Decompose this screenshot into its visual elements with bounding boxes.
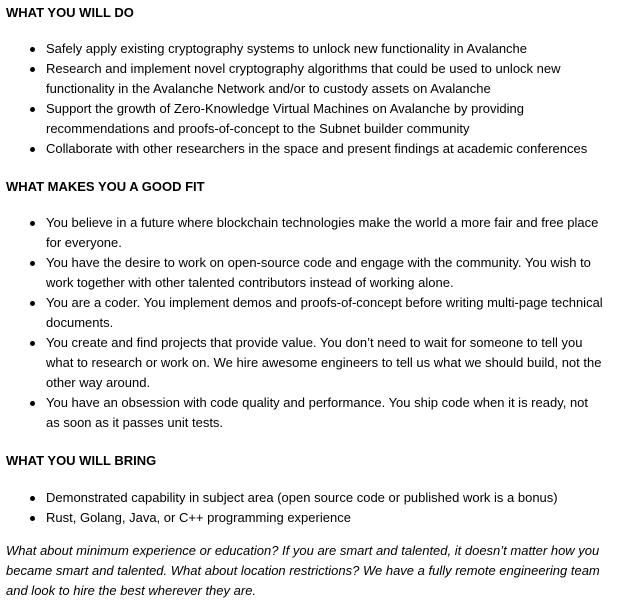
bullet-icon	[30, 301, 35, 306]
bullet-icon	[30, 221, 35, 226]
bullet-icon	[30, 496, 35, 501]
list-what-makes-you-a-good-fit	[0, 213, 619, 433]
bullet-icon	[30, 107, 35, 112]
list-what-you-will-bring	[0, 488, 619, 528]
closing-paragraph: What about minimum experience or education? If you are smart and talented, it doesn’t matter how you became smart and talented. What about location restrictions? We have a fully remote engineering team and look to hire the best wherever they are.	[6, 543, 600, 598]
bullet-icon	[30, 47, 35, 52]
list-item: Collaborate with other researchers in the space and present findings at academic conferences	[0, 139, 619, 159]
list-item: Research and implement novel cryptography algorithms that could be used to unlock new functionality in the Avalanche Network and/or to custody assets on Avalanche	[0, 59, 619, 99]
section-heading-what-makes-you-a-good-fit: WHAT MAKES YOU A GOOD FIT	[6, 179, 205, 194]
list-item: You create and find projects that provide value. You don’t need to wait for someone to tell you what to research or work on. We hire awesome engineers to tell us what we should build, not the other way around.	[0, 333, 619, 393]
list-item: Safely apply existing cryptography systems to unlock new functionality in Avalanche	[0, 39, 619, 59]
list-item: You are a coder. You implement demos and proofs-of-concept before writing multi-page technical documents.	[0, 293, 619, 333]
list-what-you-will-do	[0, 39, 619, 159]
bullet-icon	[30, 147, 35, 152]
bullet-icon	[30, 516, 35, 521]
section-heading-what-you-will-bring: WHAT YOU WILL BRING	[6, 453, 157, 468]
list-item: Rust, Golang, Java, or C++ programming experience	[0, 508, 619, 528]
bullet-icon	[30, 67, 35, 72]
section-heading-what-you-will-do: WHAT YOU WILL DO	[6, 5, 134, 20]
list-item: Demonstrated capability in subject area (open source code or published work is a bonus)	[0, 488, 619, 508]
bullet-icon	[30, 261, 35, 266]
bullet-icon	[30, 341, 35, 346]
list-item: You have the desire to work on open-source code and engage with the community. You wish to work together with other talented contributors instead of working alone.	[0, 253, 619, 293]
list-item: You believe in a future where blockchain technologies make the world a more fair and free place for everyone.	[0, 213, 619, 253]
list-item: Support the growth of Zero-Knowledge Virtual Machines on Avalanche by providing recommendations and proofs-of-concept to the Subnet builder community	[0, 99, 619, 139]
bullet-icon	[30, 401, 35, 406]
list-item: You have an obsession with code quality and performance. You ship code when it is ready, not as soon as it passes unit tests.	[0, 393, 619, 433]
